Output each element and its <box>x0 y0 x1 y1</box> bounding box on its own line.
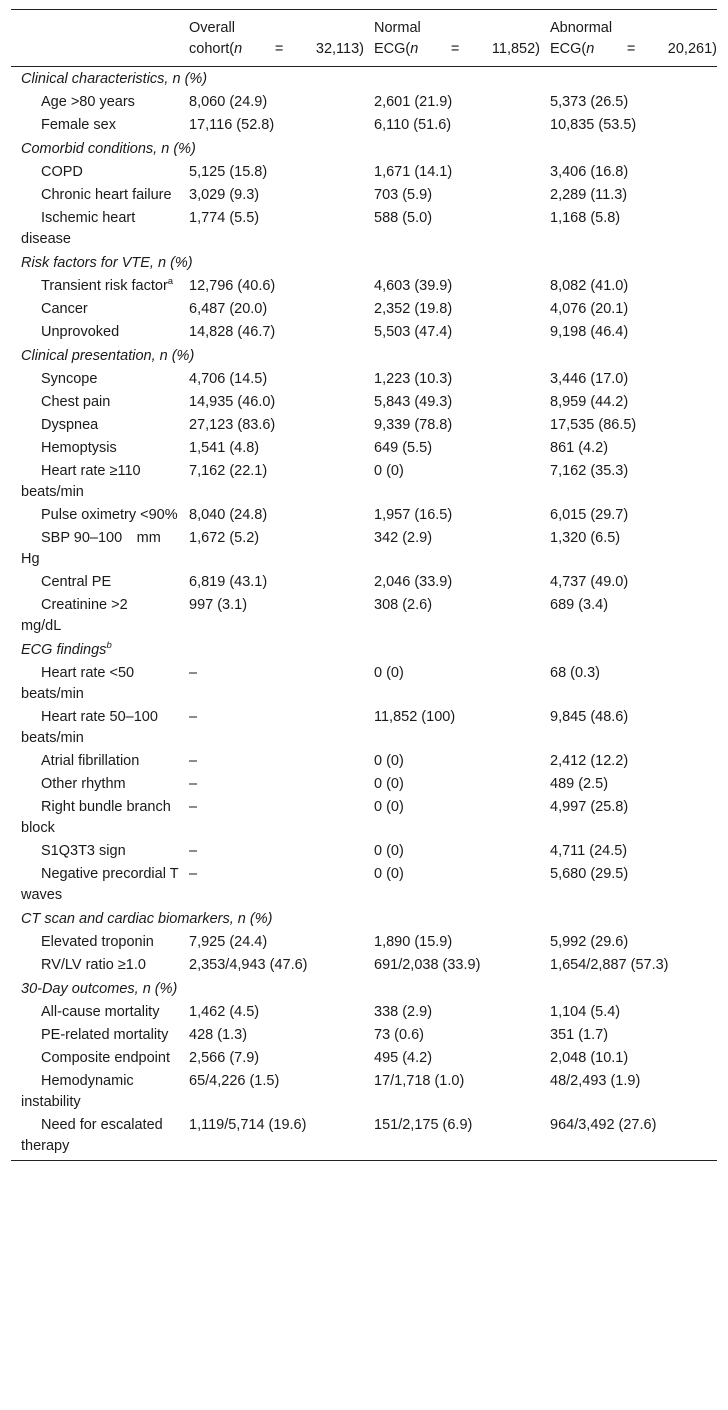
row-label: Chest pain <box>41 394 111 410</box>
value-overall: 1,119/5,714 (19.6) <box>179 1114 364 1161</box>
value-normal: 2,352 (19.8) <box>374 301 453 317</box>
row-label: All-cause mortality <box>41 1004 160 1020</box>
table-row <box>11 1114 717 1161</box>
row-label: Creatinine >2 mg/dL <box>21 597 143 634</box>
value-abnormal: 4,997 (25.8) <box>550 799 629 815</box>
row-label: Ischemic heart disease <box>21 210 136 247</box>
value-abnormal: 3,406 (16.8) <box>550 164 629 180</box>
value-abnormal: 4,711 (24.5) <box>550 843 628 859</box>
value-abnormal: 17,535 (86.5) <box>550 417 637 433</box>
header-overall-line2: cohort(n = 32,113) <box>189 41 364 57</box>
value-normal: 4,603 (39.9) <box>374 278 453 294</box>
table-row <box>11 91 717 114</box>
value-abnormal: 6,015 (29.7) <box>550 507 629 523</box>
value-abnormal: 2,048 (10.1) <box>550 1050 629 1066</box>
section-title: Clinical characteristics, n (%) <box>21 71 208 87</box>
table-row <box>11 207 717 251</box>
value-overall: – <box>189 665 198 681</box>
table-row <box>11 1047 717 1070</box>
value-overall: 2,353/4,943 (47.6) <box>189 957 308 973</box>
value-abnormal: 8,959 (44.2) <box>550 394 629 410</box>
table-row <box>11 504 717 527</box>
row-label: Need for escalated therapy <box>11 1114 179 1161</box>
value-overall: 17,116 (52.8) <box>189 117 275 133</box>
row-label: Age >80 years <box>41 94 135 110</box>
table-row <box>11 527 717 571</box>
table-row <box>11 1070 717 1114</box>
value-overall: 7,162 (22.1) <box>189 463 268 479</box>
value-abnormal: 48/2,493 (1.9) <box>550 1073 641 1089</box>
value-abnormal: 9,198 (46.4) <box>550 324 629 340</box>
value-normal: 691/2,038 (33.9) <box>374 957 481 973</box>
value-normal: 2,046 (33.9) <box>374 574 453 590</box>
header-normal-line1: Normal <box>374 20 421 36</box>
table-row <box>11 184 717 207</box>
value-overall: 14,828 (46.7) <box>189 324 276 340</box>
header-cell-abnormal <box>540 10 717 67</box>
table-row <box>11 863 717 907</box>
row-label: Composite endpoint <box>41 1050 170 1066</box>
value-normal: 5,503 (47.4) <box>374 324 453 340</box>
row-label: Right bundle branch block <box>21 799 171 836</box>
value-normal: 588 (5.0) <box>374 210 433 226</box>
table-row <box>11 750 717 773</box>
table-row <box>11 571 717 594</box>
value-normal: 2,601 (21.9) <box>374 94 453 110</box>
value-overall: 428 (1.3) <box>189 1027 248 1043</box>
value-overall: – <box>189 866 198 882</box>
row-label: Pulse oximetry <90% <box>41 507 178 523</box>
section-title: ECG findings$^b$ <box>21 640 112 658</box>
row-label: Negative precordial T waves <box>21 866 179 903</box>
header-cell-label <box>11 10 179 67</box>
value-abnormal: 5,373 (26.5) <box>550 94 629 110</box>
value-abnormal: 68 (0.3) <box>550 665 600 681</box>
value-overall: 3,029 (9.3) <box>189 187 260 203</box>
table-row <box>11 796 717 840</box>
table-row <box>11 840 717 863</box>
row-label: Elevated troponin <box>41 934 154 950</box>
table-row <box>11 706 717 750</box>
ecg-cohort-table <box>11 9 717 1161</box>
value-overall: 8,040 (24.8) <box>189 507 268 523</box>
row-label: Hemodynamic instability <box>21 1073 134 1110</box>
table-container <box>11 9 717 1161</box>
row-label: Transient risk factor$^a$ <box>41 276 174 294</box>
table-row <box>11 773 717 796</box>
header-cell-normal <box>364 10 540 67</box>
value-overall: – <box>189 776 198 792</box>
value-overall: 27,123 (83.6) <box>189 417 276 433</box>
table-row <box>11 1001 717 1024</box>
value-overall: 14,935 (46.0) <box>189 394 276 410</box>
section-header-row <box>11 977 717 1001</box>
table-row <box>11 391 717 414</box>
section-header-row <box>11 137 717 161</box>
value-overall: 1,541 (4.8) <box>189 440 260 456</box>
value-overall: 65/4,226 (1.5) <box>189 1073 280 1089</box>
value-overall: – <box>189 843 198 859</box>
section-header-row <box>11 638 717 662</box>
row-label: COPD <box>41 164 83 180</box>
value-normal: 649 (5.5) <box>374 440 433 456</box>
table-row <box>11 275 717 298</box>
value-overall: 5,125 (15.8) <box>189 164 268 180</box>
table-row <box>11 114 717 137</box>
value-normal: 0 (0) <box>374 866 404 882</box>
table-header <box>11 10 717 67</box>
value-normal: 0 (0) <box>374 799 404 815</box>
value-normal: 342 (2.9) <box>374 530 433 546</box>
value-normal: 1,957 (16.5) <box>374 507 453 523</box>
row-label: Dyspnea <box>41 417 99 433</box>
row-label: RV/LV ratio ≥1.0 <box>41 957 146 973</box>
table-row <box>11 460 717 504</box>
value-abnormal: 10,835 (53.5) <box>550 117 637 133</box>
value-abnormal: 4,737 (49.0) <box>550 574 629 590</box>
section-header-row <box>11 344 717 368</box>
table-row <box>11 954 717 977</box>
value-abnormal: 2,289 (11.3) <box>550 187 628 203</box>
table-row <box>11 437 717 460</box>
value-normal: 6,110 (51.6) <box>374 117 452 133</box>
value-normal: 151/2,175 (6.9) <box>364 1114 540 1161</box>
value-normal: 11,852 (100) <box>374 709 456 725</box>
value-normal: 0 (0) <box>374 463 404 479</box>
header-abnormal-line1: Abnormal <box>550 20 613 36</box>
row-label: Syncope <box>41 371 98 387</box>
value-overall: 1,774 (5.5) <box>189 210 260 226</box>
row-label: Female sex <box>41 117 116 133</box>
header-normal-line2: ECG(n = 11,852) <box>374 41 540 57</box>
value-abnormal: 5,680 (29.5) <box>550 866 629 882</box>
value-overall: 997 (3.1) <box>189 597 248 613</box>
value-abnormal: 8,082 (41.0) <box>550 278 629 294</box>
value-abnormal: 5,992 (29.6) <box>550 934 629 950</box>
value-normal: 17/1,718 (1.0) <box>374 1073 465 1089</box>
row-label: Cancer <box>41 301 88 317</box>
value-abnormal: 1,320 (6.5) <box>550 530 621 546</box>
value-overall: 1,462 (4.5) <box>189 1004 260 1020</box>
value-normal: 0 (0) <box>374 665 404 681</box>
section-header-row <box>11 907 717 931</box>
value-overall: 7,925 (24.4) <box>189 934 268 950</box>
header-abnormal-line2: ECG(n = 20,261) <box>550 41 717 57</box>
row-label: Other rhythm <box>41 776 126 792</box>
table-row <box>11 161 717 184</box>
value-abnormal: 1,168 (5.8) <box>550 210 621 226</box>
table-row <box>11 368 717 391</box>
table-row <box>11 414 717 437</box>
value-abnormal: 2,412 (12.2) <box>550 753 629 769</box>
section-title: Risk factors for VTE, n (%) <box>21 255 193 271</box>
value-overall: 8,060 (24.9) <box>189 94 268 110</box>
section-header-row <box>11 67 717 92</box>
value-normal: 0 (0) <box>374 776 404 792</box>
table-row <box>11 931 717 954</box>
value-normal: 495 (4.2) <box>374 1050 433 1066</box>
table-body <box>11 67 717 1161</box>
value-overall: 6,819 (43.1) <box>189 574 268 590</box>
section-title: 30-Day outcomes, n (%) <box>21 981 178 997</box>
section-title: CT scan and cardiac biomarkers, n (%) <box>21 911 273 927</box>
value-overall: 2,566 (7.9) <box>189 1050 260 1066</box>
row-label: Heart rate ≥110 beats/min <box>21 463 156 500</box>
header-cell-overall <box>179 10 364 67</box>
table-row <box>11 662 717 706</box>
value-normal: 73 (0.6) <box>374 1027 424 1043</box>
value-abnormal: 1,654/2,887 (57.3) <box>550 957 669 973</box>
value-abnormal: 351 (1.7) <box>550 1027 609 1043</box>
section-title: Comorbid conditions, n (%) <box>21 141 196 157</box>
value-overall: – <box>189 753 198 769</box>
table-row <box>11 298 717 321</box>
value-overall: 1,672 (5.2) <box>189 530 260 546</box>
value-normal: 1,890 (15.9) <box>374 934 453 950</box>
value-normal: 5,843 (49.3) <box>374 394 453 410</box>
section-header-row <box>11 251 717 275</box>
value-overall: – <box>189 709 198 725</box>
value-abnormal: 689 (3.4) <box>550 597 609 613</box>
value-overall: 12,796 (40.6) <box>189 278 276 294</box>
value-normal: 0 (0) <box>374 843 404 859</box>
value-abnormal: 1,104 (5.4) <box>550 1004 621 1020</box>
value-abnormal: 4,076 (20.1) <box>550 301 629 317</box>
value-abnormal: 861 (4.2) <box>550 440 609 456</box>
value-normal: 703 (5.9) <box>374 187 433 203</box>
table-row <box>11 321 717 344</box>
row-label: Central PE <box>41 574 112 590</box>
header-overall-line1: Overall <box>189 20 235 36</box>
value-abnormal: 3,446 (17.0) <box>550 371 629 387</box>
value-overall: 4,706 (14.5) <box>189 371 268 387</box>
row-label: Heart rate <50 beats/min <box>21 665 149 702</box>
row-label: Heart rate 50–100 beats/min <box>21 709 173 746</box>
value-overall: 6,487 (20.0) <box>189 301 268 317</box>
row-label: Unprovoked <box>41 324 120 340</box>
row-label: S1Q3T3 sign <box>41 843 126 859</box>
value-abnormal: 7,162 (35.3) <box>550 463 629 479</box>
value-abnormal: 9,845 (48.6) <box>550 709 629 725</box>
value-overall: – <box>189 799 198 815</box>
value-abnormal: 489 (2.5) <box>550 776 609 792</box>
row-label: SBP 90–100 mm Hg <box>21 530 161 567</box>
value-normal: 338 (2.9) <box>374 1004 433 1020</box>
value-abnormal: 964/3,492 (27.6) <box>540 1114 717 1161</box>
value-normal: 1,223 (10.3) <box>374 371 453 387</box>
value-normal: 9,339 (78.8) <box>374 417 453 433</box>
row-label: Chronic heart failure <box>41 187 172 203</box>
value-normal: 308 (2.6) <box>374 597 433 613</box>
value-normal: 0 (0) <box>374 753 404 769</box>
table-row <box>11 1024 717 1047</box>
row-label: PE-related mortality <box>41 1027 169 1043</box>
value-normal: 1,671 (14.1) <box>374 164 453 180</box>
row-label: Atrial fibrillation <box>41 753 140 769</box>
row-label: Hemoptysis <box>41 440 117 456</box>
section-title: Clinical presentation, n (%) <box>21 348 195 364</box>
table-row <box>11 594 717 638</box>
